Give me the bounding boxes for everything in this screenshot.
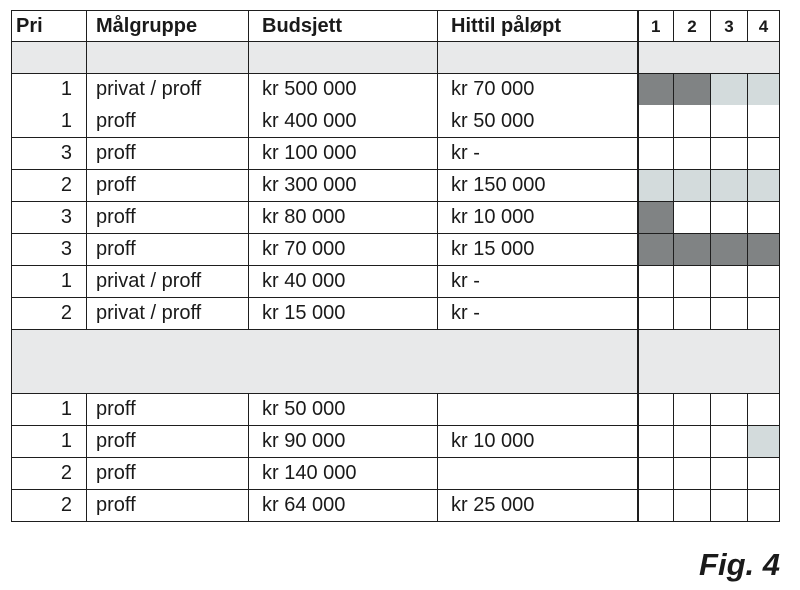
table-row <box>12 458 780 490</box>
figure-label: Fig. 4 <box>699 547 780 582</box>
quarter-4-cell <box>748 202 780 234</box>
malgruppe-cell: proff <box>87 394 249 426</box>
header-pri: Pri <box>12 11 87 42</box>
quarter-3-cell <box>711 298 748 330</box>
pri-cell: 3 <box>12 202 87 234</box>
hittil-cell: kr 15 000 <box>438 234 638 266</box>
quarter-3-cell <box>711 202 748 234</box>
quarter-4-cell <box>748 298 780 330</box>
budsjett-cell: kr 15 000 <box>249 298 438 330</box>
quarter-2-cell <box>674 490 711 522</box>
hittil-cell: kr 25 000 <box>438 490 638 522</box>
malgruppe-cell: proff <box>87 106 249 138</box>
hittil-cell: kr - <box>438 266 638 298</box>
quarter-2-cell <box>674 298 711 330</box>
quarter-2-cell <box>674 74 711 106</box>
quarter-4-cell <box>748 138 780 170</box>
malgruppe-cell: proff <box>87 138 249 170</box>
malgruppe-cell: privat / proff <box>87 74 249 106</box>
section-cell <box>638 330 780 394</box>
table-row <box>12 138 780 170</box>
quarter-1-cell <box>638 202 674 234</box>
quarter-1-cell <box>638 170 674 202</box>
budsjett-cell: kr 70 000 <box>249 234 438 266</box>
pri-cell: 2 <box>12 170 87 202</box>
quarter-1-cell <box>638 266 674 298</box>
budsjett-cell: kr 80 000 <box>249 202 438 234</box>
budsjett-cell: kr 40 000 <box>249 266 438 298</box>
quarter-1-cell <box>638 234 674 266</box>
quarter-3-cell <box>711 490 748 522</box>
section-cell <box>638 42 780 74</box>
hittil-cell: kr - <box>438 138 638 170</box>
budsjett-cell: kr 50 000 <box>249 394 438 426</box>
table-row <box>12 74 780 106</box>
pri-cell: 1 <box>12 394 87 426</box>
budsjett-cell: kr 500 000 <box>249 74 438 106</box>
budsjett-cell: kr 100 000 <box>249 138 438 170</box>
header-budsjett: Budsjett <box>249 11 438 42</box>
table-row <box>12 170 780 202</box>
section-row <box>12 42 780 74</box>
hittil-cell: kr 150 000 <box>438 170 638 202</box>
table-row <box>12 266 780 298</box>
pri-cell: 2 <box>12 298 87 330</box>
quarter-3-cell <box>711 394 748 426</box>
section-cell <box>438 42 638 74</box>
malgruppe-cell: proff <box>87 426 249 458</box>
quarter-4-cell <box>748 106 780 138</box>
quarter-1-cell <box>638 106 674 138</box>
table-row <box>12 106 780 138</box>
quarter-3-cell <box>711 426 748 458</box>
pri-cell: 3 <box>12 138 87 170</box>
pri-cell: 3 <box>12 234 87 266</box>
quarter-2-cell <box>674 106 711 138</box>
section-cell <box>249 42 438 74</box>
pri-cell: 1 <box>12 266 87 298</box>
quarter-4-cell <box>748 170 780 202</box>
quarter-4-cell <box>748 490 780 522</box>
malgruppe-cell: proff <box>87 458 249 490</box>
quarter-2-cell <box>674 202 711 234</box>
header-q4: 4 <box>748 11 780 42</box>
quarter-1-cell <box>638 138 674 170</box>
quarter-4-cell <box>748 458 780 490</box>
quarter-1-cell <box>638 74 674 106</box>
hittil-cell: kr 70 000 <box>438 74 638 106</box>
malgruppe-cell: proff <box>87 234 249 266</box>
pri-cell: 1 <box>12 74 87 106</box>
quarter-1-cell <box>638 490 674 522</box>
budsjett-cell: kr 90 000 <box>249 426 438 458</box>
quarter-2-cell <box>674 394 711 426</box>
table-row <box>12 490 780 522</box>
table-row <box>12 394 780 426</box>
quarter-2-cell <box>674 234 711 266</box>
section-cell <box>12 42 87 74</box>
malgruppe-cell: privat / proff <box>87 266 249 298</box>
quarter-2-cell <box>674 426 711 458</box>
header-row <box>12 11 780 42</box>
quarter-3-cell <box>711 458 748 490</box>
budsjett-cell: kr 300 000 <box>249 170 438 202</box>
quarter-1-cell <box>638 458 674 490</box>
quarter-4-cell <box>748 234 780 266</box>
table-row <box>12 202 780 234</box>
quarter-3-cell <box>711 170 748 202</box>
hittil-cell: kr 50 000 <box>438 106 638 138</box>
header-q1: 1 <box>638 11 674 42</box>
table-row <box>12 426 780 458</box>
pri-cell: 1 <box>12 106 87 138</box>
budsjett-cell: kr 64 000 <box>249 490 438 522</box>
header-malgruppe: Målgruppe <box>87 11 249 42</box>
hittil-cell: kr - <box>438 298 638 330</box>
quarter-1-cell <box>638 394 674 426</box>
quarter-2-cell <box>674 458 711 490</box>
quarter-3-cell <box>711 106 748 138</box>
quarter-4-cell <box>748 74 780 106</box>
quarter-2-cell <box>674 138 711 170</box>
quarter-4-cell <box>748 426 780 458</box>
malgruppe-cell: proff <box>87 490 249 522</box>
pri-cell: 1 <box>12 426 87 458</box>
table-row <box>12 298 780 330</box>
section-cell <box>87 42 249 74</box>
hittil-cell: kr 10 000 <box>438 426 638 458</box>
quarter-3-cell <box>711 234 748 266</box>
quarter-1-cell <box>638 298 674 330</box>
hittil-cell: kr 10 000 <box>438 202 638 234</box>
malgruppe-cell: proff <box>87 170 249 202</box>
quarter-2-cell <box>674 266 711 298</box>
quarter-3-cell <box>711 138 748 170</box>
budget-table <box>11 10 780 522</box>
budsjett-cell: kr 140 000 <box>249 458 438 490</box>
hittil-cell <box>438 394 638 426</box>
header-q2: 2 <box>674 11 711 42</box>
quarter-1-cell <box>638 426 674 458</box>
header-hittil: Hittil påløpt <box>438 11 638 42</box>
malgruppe-cell: privat / proff <box>87 298 249 330</box>
hittil-cell <box>438 458 638 490</box>
quarter-4-cell <box>748 394 780 426</box>
quarter-3-cell <box>711 266 748 298</box>
budsjett-cell: kr 400 000 <box>249 106 438 138</box>
header-q3: 3 <box>711 11 748 42</box>
table-row <box>12 234 780 266</box>
malgruppe-cell: proff <box>87 202 249 234</box>
quarter-2-cell <box>674 170 711 202</box>
pri-cell: 2 <box>12 458 87 490</box>
quarter-4-cell <box>748 266 780 298</box>
quarter-3-cell <box>711 74 748 106</box>
section-cell <box>12 330 638 394</box>
pri-cell: 2 <box>12 490 87 522</box>
section-row <box>12 330 780 394</box>
